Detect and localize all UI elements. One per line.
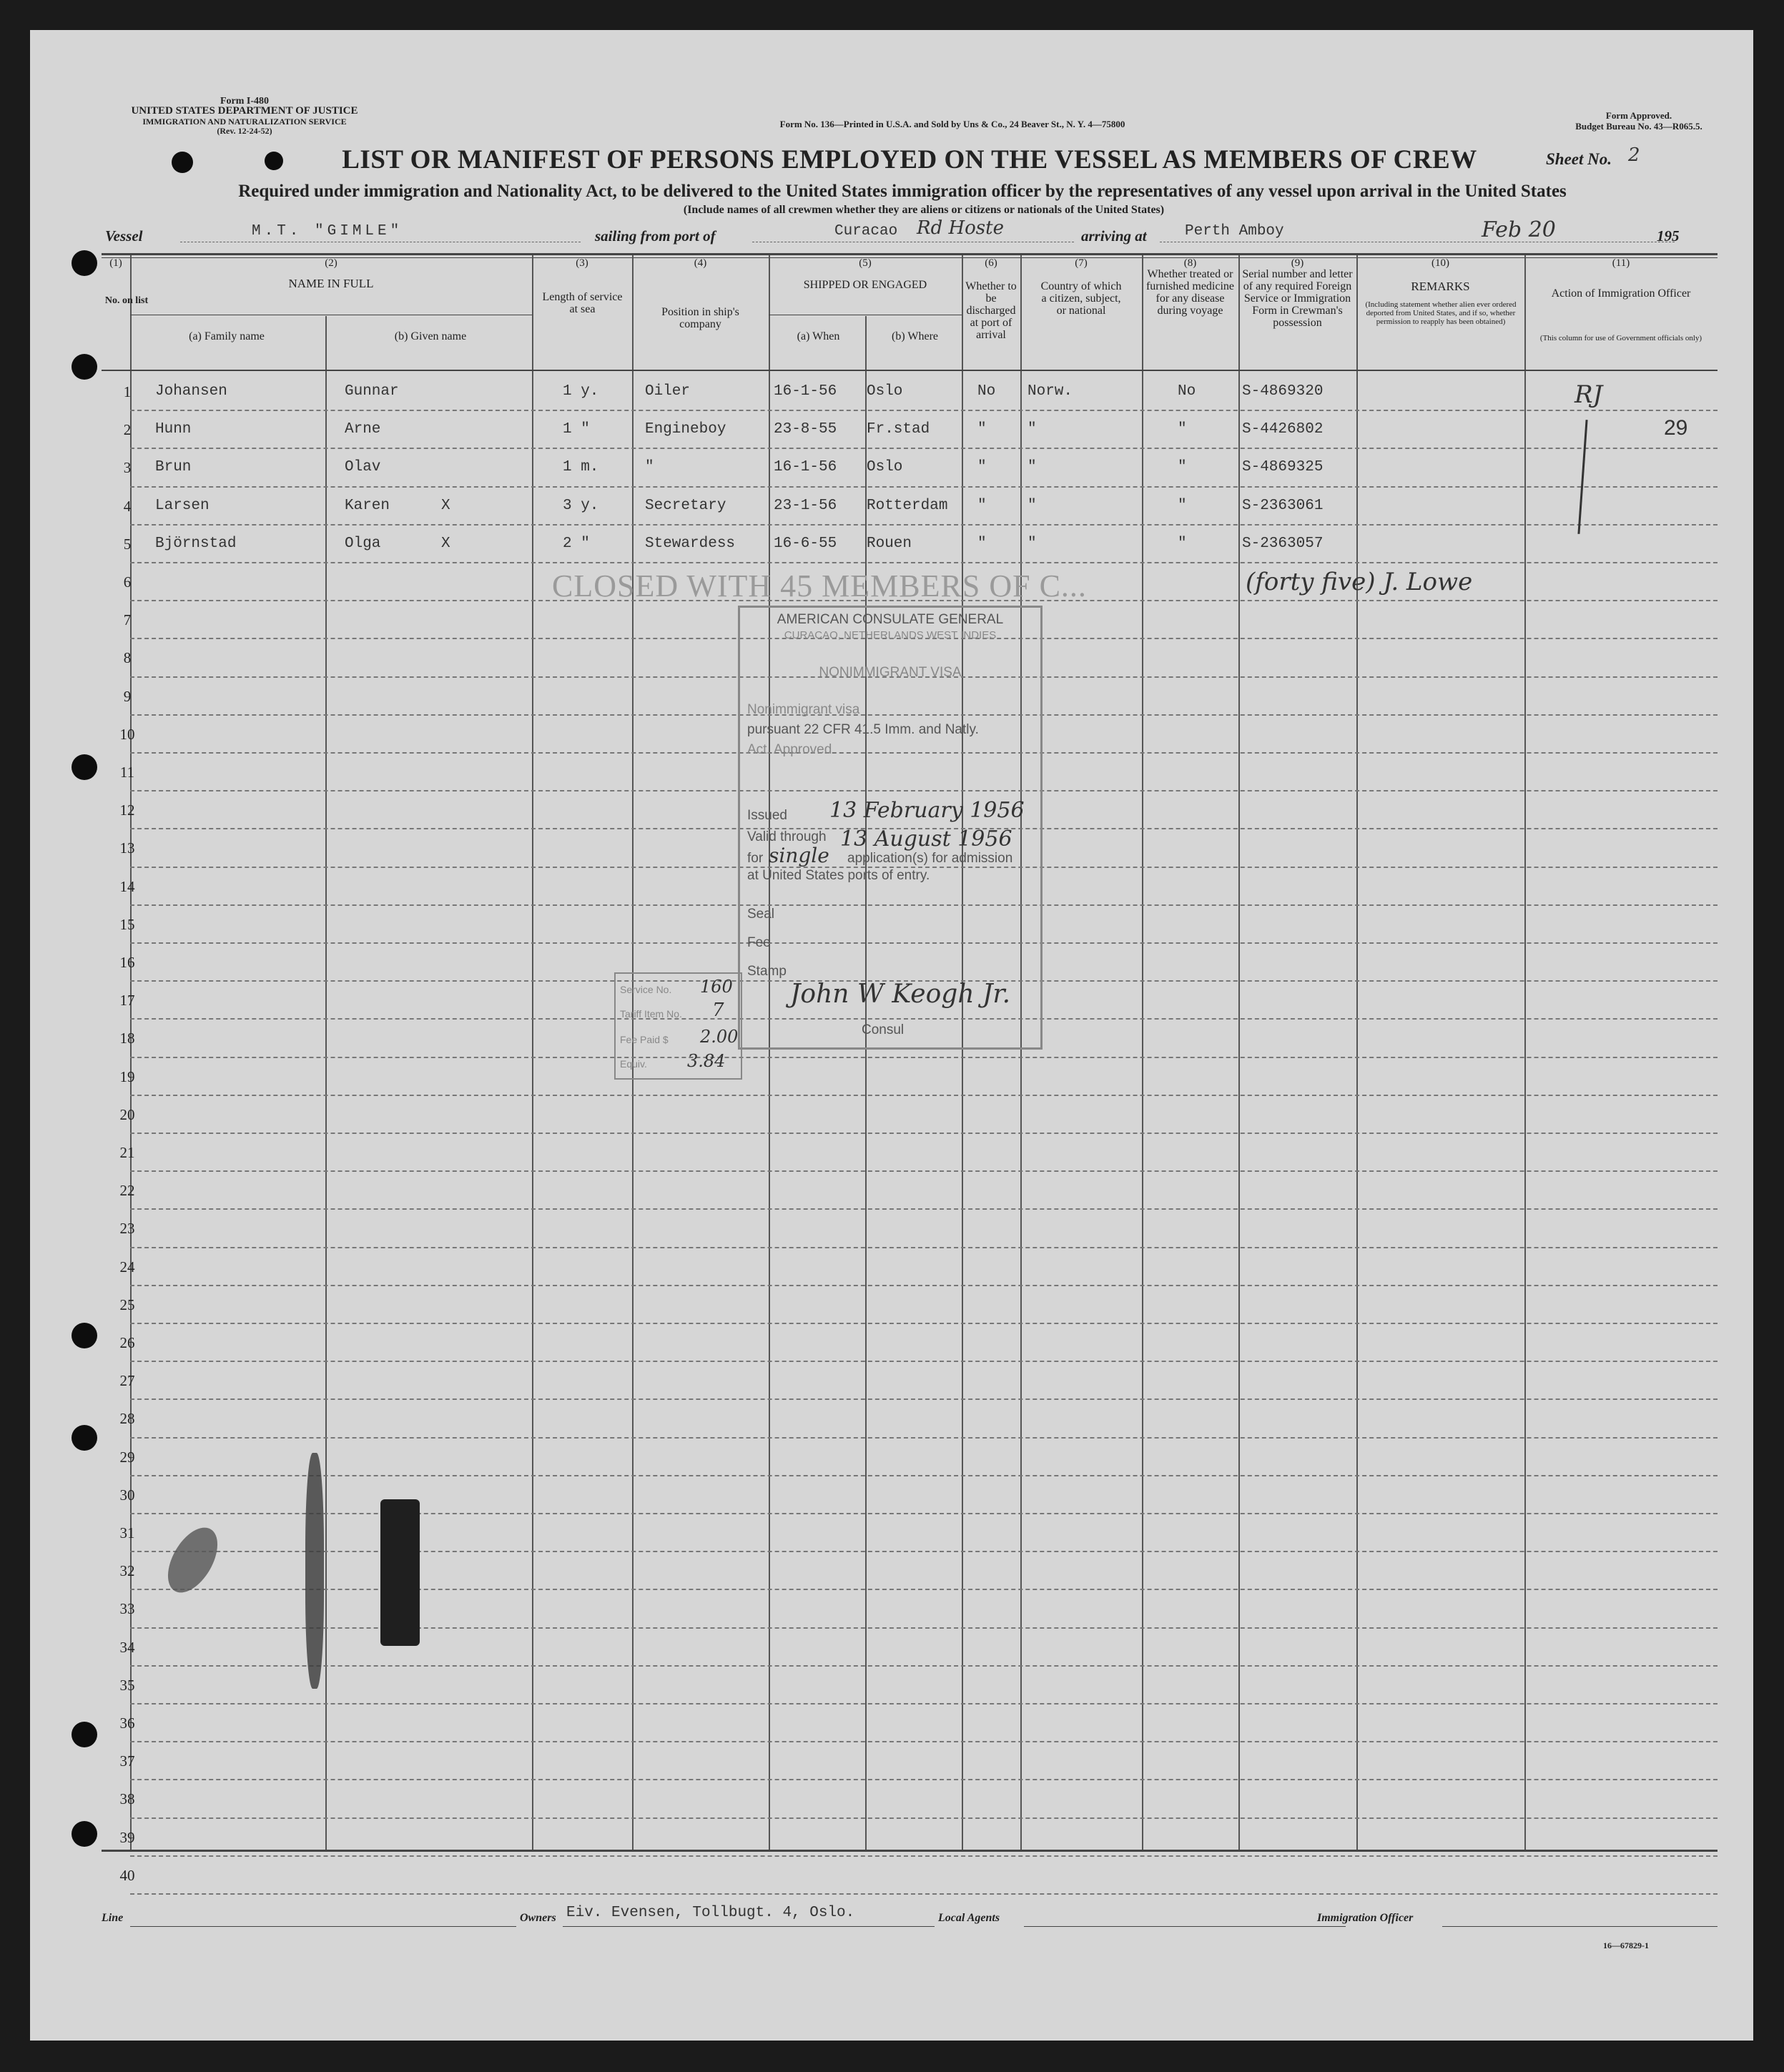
row-number: 7: [123, 611, 132, 629]
col10-note: (Including statement whether alien ever ordered deported from United States, and if so, whether permission to reapply has been obtained): [1365, 300, 1517, 326]
col7-number: (7): [1075, 257, 1088, 269]
revision: (Rev. 12-24-52): [217, 126, 272, 136]
row-rule: [130, 1285, 1718, 1286]
crew-shipped-when: 16-6-55: [774, 535, 837, 552]
row-number: 15: [119, 915, 135, 933]
stamp-line6: Act. Approved: [747, 742, 832, 757]
col5-number: (5): [859, 257, 872, 269]
row-number: 19: [119, 1067, 135, 1085]
col4-header: Position in ship's company: [661, 306, 739, 330]
row-number: 35: [119, 1676, 135, 1694]
row-number: 36: [119, 1715, 135, 1732]
row-number: 34: [119, 1638, 135, 1656]
col4-number: (4): [694, 257, 707, 269]
year-label: 195: [1657, 227, 1680, 245]
row-rule: [130, 1703, 1718, 1705]
row-number: 32: [119, 1562, 135, 1580]
crew-country: ": [1027, 497, 1037, 514]
crew-position: Oiler: [645, 383, 691, 400]
col6-number: (6): [985, 257, 997, 269]
col7-header: Country of which a citizen, subject, or national: [1040, 280, 1122, 317]
crew-serial: S-4869325: [1242, 459, 1324, 476]
arrival-date: Feb 20: [1482, 217, 1556, 242]
col2-header: NAME IN FULL: [288, 277, 374, 290]
row-number: 1: [123, 383, 132, 400]
approved-line: Form Approved.: [1605, 110, 1672, 121]
row-number: 3: [123, 459, 132, 477]
col2-number: (2): [325, 257, 337, 269]
row-rule: [130, 1779, 1718, 1780]
row-number: 24: [119, 1258, 135, 1276]
fee-paid: 2.00: [700, 1027, 739, 1047]
crew-country: ": [1027, 421, 1037, 438]
crew-family-name: Björnstad: [155, 535, 237, 552]
stamp-issued-date: 13 February 1956: [829, 798, 1025, 823]
fee-service-label: Service No.: [620, 984, 672, 995]
row-number: 9: [123, 687, 132, 705]
row-number: 29: [119, 1448, 135, 1466]
fee-equiv-label: Equiv.: [620, 1058, 647, 1070]
row-number: 40: [119, 1866, 135, 1884]
crew-medicine: ": [1178, 497, 1187, 514]
port-from: Curacao: [834, 223, 898, 240]
ink-smudge: [305, 1453, 324, 1689]
col8-number: (8): [1183, 257, 1197, 269]
stamp-seal: Seal: [747, 907, 775, 922]
fee-service-no: 160: [700, 977, 733, 997]
form-number: Form I-480: [220, 96, 270, 107]
row-number: 13: [119, 839, 135, 857]
col11-header: Action of Immigration Officer: [1551, 287, 1691, 300]
row-number: 8: [123, 649, 132, 667]
consul-signature: John W Keogh Jr.: [790, 980, 1011, 1009]
punch-hole: [172, 152, 193, 173]
crew-shipped-when: 23-1-56: [774, 497, 837, 514]
punch-hole: [72, 1821, 97, 1847]
footer-agents-label: Local Agents: [938, 1912, 1000, 1924]
arriving-label: arriving at: [1081, 227, 1147, 245]
row-rule: [130, 1247, 1718, 1248]
crew-family-name: Johansen: [155, 383, 227, 400]
punch-hole: [72, 1722, 97, 1747]
row-rule: [130, 1133, 1718, 1134]
crew-position: Secretary: [645, 497, 726, 514]
row-number: 38: [119, 1790, 135, 1808]
stamp-for-rest: application(s) for admission: [847, 851, 1013, 866]
crew-country: ": [1027, 459, 1037, 476]
col1-header: No. on list: [104, 295, 149, 306]
row-number: 30: [119, 1486, 135, 1504]
row-rule: [130, 1475, 1718, 1476]
crew-shipped-where: Oslo: [867, 459, 903, 476]
row-number: 5: [123, 535, 132, 553]
col8-header: Whether treated or furnished medicine for any disease during voyage: [1145, 268, 1235, 317]
col11-note: (This column for use of Government officials only): [1539, 334, 1702, 342]
row-number: 12: [119, 801, 135, 819]
row-rule: [130, 410, 1718, 411]
stamp-line3: NONIMMIGRANT VISA: [819, 665, 962, 680]
crew-family-name: Hunn: [155, 421, 192, 438]
row-rule: [130, 1665, 1718, 1667]
row-rule: [130, 1057, 1718, 1058]
fee-paid-label: Fee Paid $: [620, 1034, 669, 1045]
stamp-valid-label: Valid through: [747, 829, 827, 844]
crew-given-name: Olga: [345, 535, 381, 552]
crew-discharged: ": [977, 497, 987, 514]
stamp-issued-label: Issued: [747, 808, 787, 823]
row-rule: [130, 524, 1718, 526]
stamp-for-value: single: [769, 844, 829, 867]
officer-bracket: [1577, 420, 1587, 534]
row-rule: [130, 562, 1718, 563]
row-number: 11: [119, 764, 135, 781]
row-rule: [130, 1589, 1718, 1590]
crew-serial: S-4869320: [1242, 383, 1324, 400]
crew-given-name: Karen: [345, 497, 390, 514]
row-rule: [130, 1817, 1718, 1819]
stamp-fee: Fee: [747, 935, 771, 950]
row-number: 23: [119, 1220, 135, 1238]
crew-given-name: Olav: [345, 459, 381, 476]
crew-shipped-when: 16-1-56: [774, 383, 837, 400]
stamp-consul: Consul: [862, 1022, 905, 1037]
forty-five-note: (forty five) J. Lowe: [1246, 568, 1473, 596]
crew-shipped-where: Oslo: [867, 383, 903, 400]
footer-code: 16—67829-1: [1603, 1940, 1649, 1950]
sailing-label: sailing from port of: [595, 227, 716, 245]
crew-service: 1 m.: [563, 459, 599, 476]
crew-serial: S-2363057: [1242, 535, 1324, 552]
crew-family-name: Larsen: [155, 497, 210, 514]
table-top-rule: [102, 253, 1718, 255]
row-number: 10: [119, 725, 135, 743]
fee-tariff-no: 7: [712, 1000, 724, 1021]
punch-hole: [72, 250, 97, 276]
row-number: 25: [119, 1296, 135, 1313]
department: UNITED STATES DEPARTMENT OF JUSTICE: [131, 105, 358, 117]
row-number: 33: [119, 1600, 135, 1618]
crew-shipped-where: Rotterdam: [867, 497, 948, 514]
sheet-number: 2: [1628, 144, 1640, 166]
crew-country: ": [1027, 535, 1037, 552]
row-number: 28: [119, 1410, 135, 1428]
row-rule: [130, 1095, 1718, 1096]
col2a-header: (a) Family name: [189, 330, 265, 342]
crew-medicine: ": [1178, 535, 1187, 552]
crew-mark: X: [441, 535, 450, 552]
crew-shipped-where: Fr.stad: [867, 421, 930, 438]
row-rule: [130, 1170, 1718, 1172]
row-number: 14: [119, 877, 135, 895]
row-rule: [130, 1323, 1718, 1324]
col6-header: Whether to be discharged at port of arrival: [965, 280, 1017, 341]
crew-serial: S-2363061: [1242, 497, 1324, 514]
crew-service: 2 ": [563, 535, 590, 552]
crew-mark: X: [441, 497, 450, 514]
row-number: 37: [119, 1752, 135, 1770]
crew-service: 3 y.: [563, 497, 599, 514]
row-rule: [130, 1855, 1718, 1857]
crew-discharged: ": [977, 459, 987, 476]
crew-family-name: Brun: [155, 459, 192, 476]
subtitle: Required under immigration and Nationality Act, to be delivered to the United States immigration officer by the representatives of any vessel upon arrival in the United States: [238, 182, 1567, 201]
row-number: 39: [119, 1828, 135, 1846]
crew-position: ": [645, 459, 654, 476]
col5a-header: (a) When: [797, 330, 840, 342]
col9-header: Serial number and letter of any required Foreign Service or Immigration Form in Crewman's possession: [1242, 268, 1353, 329]
stamp-line5: pursuant 22 CFR 41.5 Imm. and Natly.: [747, 722, 979, 737]
stamp-ports: at United States ports of entry.: [747, 868, 930, 883]
row-number: 22: [119, 1182, 135, 1200]
row-rule: [130, 1437, 1718, 1439]
crew-medicine: No: [1178, 383, 1196, 400]
col1-number: (1): [109, 257, 122, 269]
subtitle-note: (Include names of all crewmen whether they are aliens or citizens or nationals of the United States): [683, 204, 1165, 216]
row-number: 27: [119, 1372, 135, 1390]
crew-discharged: ": [977, 421, 987, 438]
page-title: LIST OR MANIFEST OF PERSONS EMPLOYED ON THE VESSEL AS MEMBERS OF CREW: [342, 145, 1477, 174]
ink-smudge: [380, 1499, 420, 1646]
printer-line: Form No. 136—Printed in U.S.A. and Sold by Uns & Co., 24 Beaver St., N. Y. 4—75800: [779, 119, 1125, 129]
row-number: 2: [123, 421, 132, 439]
col9-number: (9): [1291, 257, 1304, 269]
row-number: 26: [119, 1334, 135, 1351]
col11-number: (11): [1612, 257, 1630, 269]
crew-medicine: ": [1178, 421, 1187, 438]
col2b-header: (b) Given name: [394, 330, 467, 342]
table-bottom-rule: [102, 1850, 1718, 1852]
row-number: 20: [119, 1105, 135, 1123]
officer-code: 29: [1664, 416, 1688, 440]
punch-hole: [72, 354, 97, 380]
row-number: 21: [119, 1144, 135, 1161]
punch-hole: [265, 152, 283, 170]
crew-discharged: No: [977, 383, 996, 400]
col10-header: REMARKS: [1411, 280, 1470, 293]
manifest-sheet: [30, 30, 1753, 2041]
crew-service: 1 ": [563, 421, 590, 438]
sheet-label: Sheet No.: [1546, 150, 1612, 168]
stamp-stamp-word: Stamp: [747, 964, 787, 979]
port-to: Perth Amboy: [1185, 223, 1284, 240]
crew-position: Stewardess: [645, 535, 736, 552]
crew-discharged: ": [977, 535, 987, 552]
crew-country: Norw.: [1027, 383, 1073, 400]
row-number: 6: [123, 573, 132, 591]
crew-given-name: Gunnar: [345, 383, 399, 400]
stamp-valid-date: 13 August 1956: [840, 827, 1012, 852]
col5b-header: (b) Where: [892, 330, 938, 342]
footer-owners-label: Owners: [520, 1912, 556, 1924]
crew-shipped-where: Rouen: [867, 535, 912, 552]
budget-line: Budget Bureau No. 43—R065.5.: [1575, 121, 1702, 132]
col3-header: Length of service at sea: [542, 291, 623, 315]
closed-with-stamp: CLOSED WITH 45 MEMBERS OF C...: [552, 568, 1087, 603]
col10-number: (10): [1431, 257, 1449, 269]
service-name: IMMIGRATION AND NATURALIZATION SERVICE: [142, 117, 347, 127]
col3-number: (3): [576, 257, 588, 269]
row-number: 17: [119, 992, 135, 1010]
vessel-name: M.T. "GIMLE": [252, 223, 403, 240]
punch-hole: [72, 754, 97, 780]
crew-shipped-when: 23-8-55: [774, 421, 837, 438]
fee-equiv: 3.84: [687, 1051, 726, 1071]
footer-line-label: Line: [102, 1912, 124, 1924]
stamp-for-label: for: [747, 851, 764, 866]
col5-header: SHIPPED OR ENGAGED: [803, 279, 927, 291]
stamp-line2: CURACAO, NETHERLANDS WEST INDIES: [784, 629, 997, 641]
row-number: 16: [119, 954, 135, 971]
row-rule: [130, 1551, 1718, 1552]
row-rule: [130, 1893, 1718, 1895]
stamp-line1: AMERICAN CONSULATE GENERAL: [777, 612, 1004, 627]
row-rule: [130, 486, 1718, 488]
crew-medicine: ": [1178, 459, 1187, 476]
row-number: 4: [123, 497, 132, 515]
crew-shipped-when: 16-1-56: [774, 459, 837, 476]
row-number: 18: [119, 1030, 135, 1047]
row-rule: [130, 1361, 1718, 1362]
crew-given-name: Arne: [345, 421, 381, 438]
officer-initials: RJ: [1574, 380, 1603, 409]
consulate-visa-stamp: [738, 606, 1043, 1050]
port-from-handwritten: Rd Hoste: [917, 217, 1004, 239]
footer-owners: Eiv. Evensen, Tollbugt. 4, Oslo.: [566, 1905, 855, 1921]
row-rule: [130, 448, 1718, 449]
punch-hole: [72, 1425, 97, 1451]
row-rule: [130, 1627, 1718, 1629]
crew-service: 1 y.: [563, 383, 599, 400]
row-number: 31: [119, 1524, 135, 1541]
row-rule: [130, 1208, 1718, 1210]
row-rule: [130, 1513, 1718, 1514]
stamp-line4: Nonimmigrant visa: [747, 702, 860, 717]
crew-serial: S-4426802: [1242, 421, 1324, 438]
row-rule: [130, 1398, 1718, 1400]
vessel-label: Vessel: [105, 227, 143, 245]
fee-stamp: [614, 972, 742, 1080]
punch-hole: [72, 1323, 97, 1348]
row-rule: [130, 1741, 1718, 1742]
footer-officer-label: Immigration Officer: [1317, 1912, 1414, 1924]
fee-tariff-label: Tariff Item No.: [620, 1008, 682, 1020]
crew-position: Engineboy: [645, 421, 726, 438]
